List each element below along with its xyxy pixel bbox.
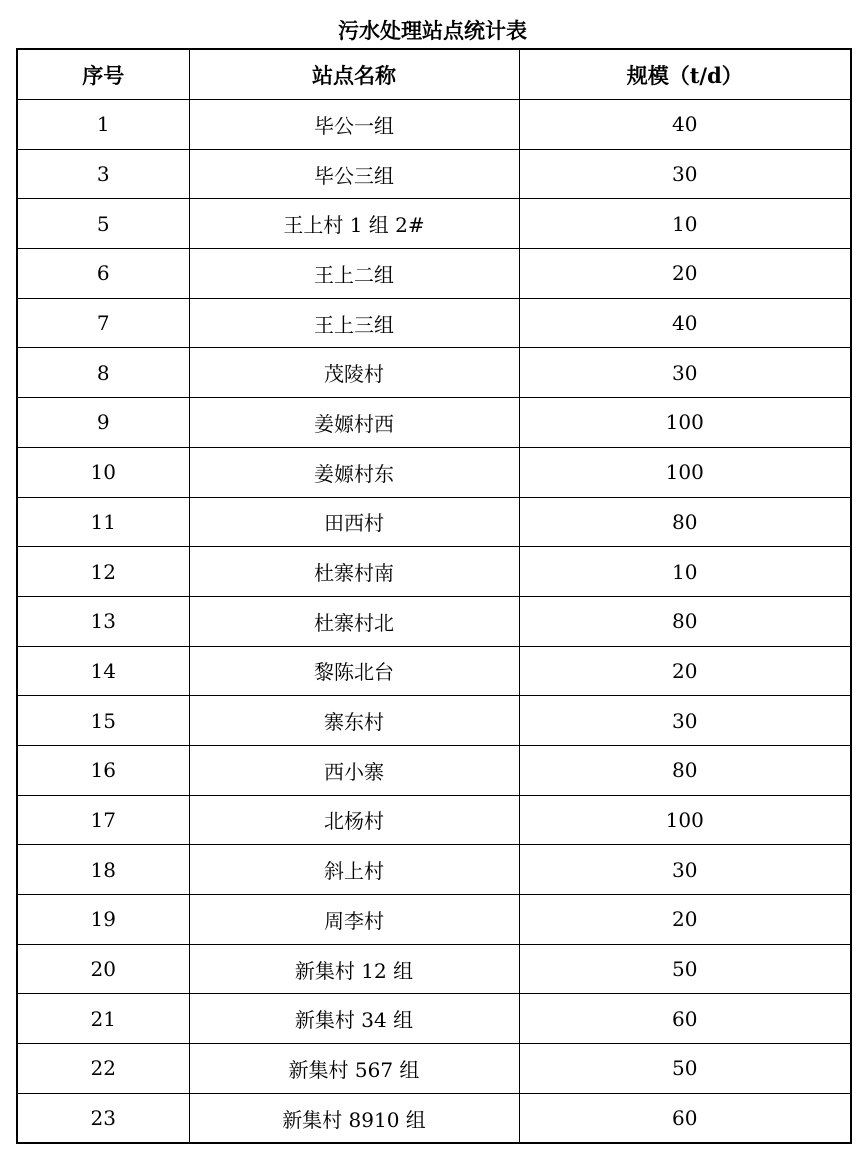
serial-number-cell: 1 bbox=[17, 100, 189, 150]
table-row bbox=[17, 100, 851, 150]
header-station-name: 站点名称 bbox=[189, 49, 519, 100]
serial-number-cell: 23 bbox=[17, 1093, 189, 1143]
table-row bbox=[17, 398, 851, 448]
table-row bbox=[17, 845, 851, 895]
header-row bbox=[17, 49, 851, 100]
table-row bbox=[17, 795, 851, 845]
scale-cell: 10 bbox=[519, 547, 851, 597]
table-row bbox=[17, 298, 851, 348]
serial-number-cell: 15 bbox=[17, 696, 189, 746]
scale-cell: 10 bbox=[519, 199, 851, 249]
station-name-cell: 毕公三组 bbox=[189, 149, 519, 199]
scale-cell: 80 bbox=[519, 745, 851, 795]
table-row bbox=[17, 696, 851, 746]
serial-number-cell: 18 bbox=[17, 845, 189, 895]
station-name-cell: 姜嫄村西 bbox=[189, 398, 519, 448]
serial-number-cell: 17 bbox=[17, 795, 189, 845]
station-name-cell: 新集村 34 组 bbox=[189, 994, 519, 1044]
station-name-cell: 杜寨村南 bbox=[189, 547, 519, 597]
station-name-cell: 新集村 567 组 bbox=[189, 1044, 519, 1094]
table-row bbox=[17, 249, 851, 299]
serial-number-cell: 6 bbox=[17, 249, 189, 299]
scale-cell: 100 bbox=[519, 447, 851, 497]
serial-number-cell: 14 bbox=[17, 646, 189, 696]
table-row bbox=[17, 895, 851, 945]
serial-number-cell: 20 bbox=[17, 944, 189, 994]
station-name-cell: 王上村 1 组 2# bbox=[189, 199, 519, 249]
serial-number-cell: 12 bbox=[17, 547, 189, 597]
scale-cell: 80 bbox=[519, 596, 851, 646]
scale-cell: 100 bbox=[519, 795, 851, 845]
serial-number-cell: 9 bbox=[17, 398, 189, 448]
serial-number-cell: 21 bbox=[17, 994, 189, 1044]
scale-cell: 30 bbox=[519, 696, 851, 746]
station-name-cell: 王上三组 bbox=[189, 298, 519, 348]
scale-cell: 50 bbox=[519, 944, 851, 994]
station-name-cell: 田西村 bbox=[189, 497, 519, 547]
serial-number-cell: 8 bbox=[17, 348, 189, 398]
scale-cell: 60 bbox=[519, 994, 851, 1044]
serial-number-cell: 3 bbox=[17, 149, 189, 199]
station-name-cell: 姜嫄村东 bbox=[189, 447, 519, 497]
scale-cell: 20 bbox=[519, 895, 851, 945]
table-row bbox=[17, 745, 851, 795]
scale-cell: 30 bbox=[519, 149, 851, 199]
station-name-cell: 王上二组 bbox=[189, 249, 519, 299]
table-row bbox=[17, 547, 851, 597]
station-name-cell: 茂陵村 bbox=[189, 348, 519, 398]
station-name-cell: 北杨村 bbox=[189, 795, 519, 845]
scale-cell: 30 bbox=[519, 845, 851, 895]
table-row bbox=[17, 447, 851, 497]
station-name-cell: 西小寨 bbox=[189, 745, 519, 795]
serial-number-cell: 22 bbox=[17, 1044, 189, 1094]
station-name-cell: 杜寨村北 bbox=[189, 596, 519, 646]
station-name-cell: 黎陈北台 bbox=[189, 646, 519, 696]
station-name-cell: 周李村 bbox=[189, 895, 519, 945]
serial-number-cell: 13 bbox=[17, 596, 189, 646]
table-row bbox=[17, 1093, 851, 1143]
header-scale: 规模（t/d） bbox=[519, 49, 851, 100]
serial-number-cell: 16 bbox=[17, 745, 189, 795]
table-row bbox=[17, 994, 851, 1044]
scale-cell: 100 bbox=[519, 398, 851, 448]
table-row bbox=[17, 199, 851, 249]
scale-cell: 40 bbox=[519, 100, 851, 150]
scale-cell: 20 bbox=[519, 646, 851, 696]
scale-cell: 30 bbox=[519, 348, 851, 398]
serial-number-cell: 19 bbox=[17, 895, 189, 945]
station-statistics-table bbox=[16, 48, 852, 1144]
scale-cell: 50 bbox=[519, 1044, 851, 1094]
serial-number-cell: 10 bbox=[17, 447, 189, 497]
scale-cell: 80 bbox=[519, 497, 851, 547]
table-row bbox=[17, 596, 851, 646]
scale-cell: 20 bbox=[519, 249, 851, 299]
serial-number-cell: 7 bbox=[17, 298, 189, 348]
scale-cell: 40 bbox=[519, 298, 851, 348]
table-row bbox=[17, 1044, 851, 1094]
table-header bbox=[17, 49, 851, 100]
table-row bbox=[17, 646, 851, 696]
header-serial-number: 序号 bbox=[17, 49, 189, 100]
table-row bbox=[17, 149, 851, 199]
serial-number-cell: 5 bbox=[17, 199, 189, 249]
station-name-cell: 斜上村 bbox=[189, 845, 519, 895]
station-name-cell: 寨东村 bbox=[189, 696, 519, 746]
table-body bbox=[17, 100, 851, 1144]
serial-number-cell: 11 bbox=[17, 497, 189, 547]
table-row bbox=[17, 348, 851, 398]
station-name-cell: 新集村 12 组 bbox=[189, 944, 519, 994]
station-name-cell: 毕公一组 bbox=[189, 100, 519, 150]
table-row bbox=[17, 944, 851, 994]
table-row bbox=[17, 497, 851, 547]
document-title: 污水处理站点统计表 bbox=[338, 18, 527, 43]
station-name-cell: 新集村 8910 组 bbox=[189, 1093, 519, 1143]
scale-cell: 60 bbox=[519, 1093, 851, 1143]
